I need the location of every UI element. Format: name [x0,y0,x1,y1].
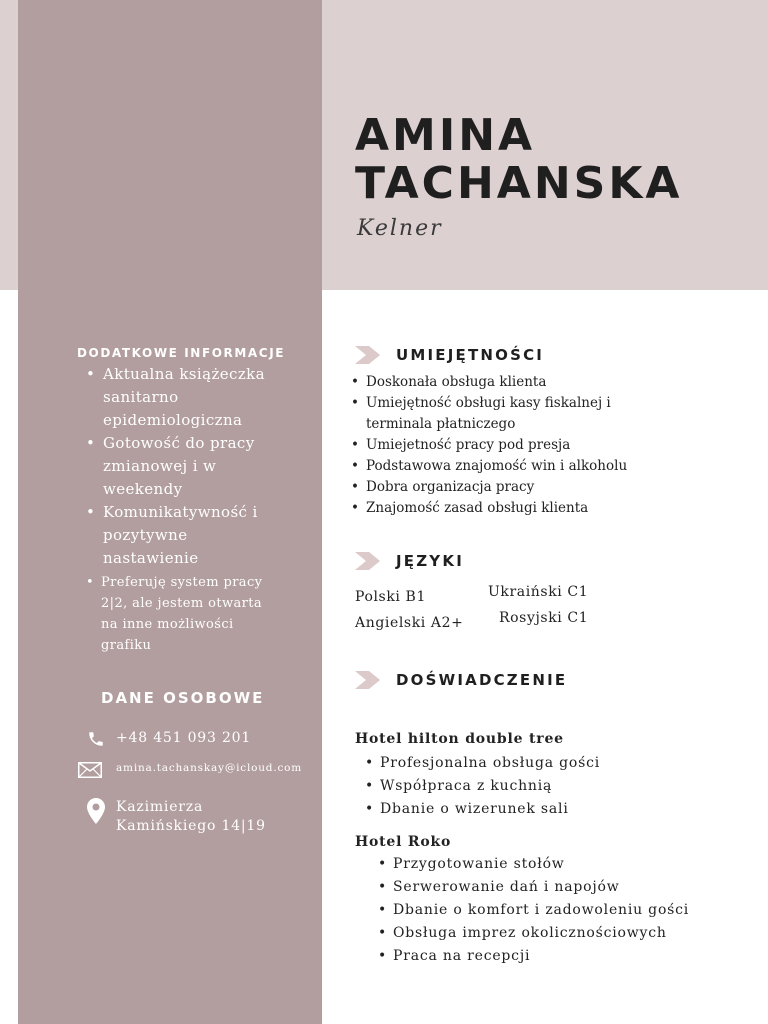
list-item: • Umiejetność pracy pod presja [348,435,663,456]
list-item: • Współpraca z kuchnią [362,775,722,798]
address [116,798,266,836]
list-item: • Przygotowanie stołów [375,853,735,876]
email-address: amina.tachanskay@icloud.com [116,762,303,774]
phone-number: +48 451 093 201 [116,730,252,746]
address-line-2: Kamińskiego 14|19 [116,818,266,834]
skills-section-heading [355,346,544,364]
first-name: AMINA [355,110,536,161]
list-item: • Znajomość zasad obsługi klienta [348,498,663,519]
language-item: Ukraiński C1 [488,584,589,600]
candidate-name [355,112,682,208]
chevron-right-icon [355,552,380,570]
address-line-1: Kazimierza [116,799,204,815]
list-item: • Dobra organizacja pracy [348,477,663,498]
language-item: Angielski A2+ [355,615,464,631]
list-item: • Preferuję system pracy 2|2, ale jestem otwarta na inne możliwości grafiku [78,572,278,656]
list-item: • Doskonała obsługa klienta [348,372,663,393]
employer-name: Hotel hilton double tree [355,731,564,747]
language-item: Polski B1 [355,589,426,605]
list-item: • Umiejętność obsługi kasy fiskalnej i terminala płatniczego [348,393,663,435]
contact-address [86,798,266,836]
map-pin-icon [86,798,106,824]
job-title: Kelner [357,216,443,241]
list-item: • Dbanie o komfort i zadowoleniu gości [375,899,735,922]
additional-info-heading: DODATKOWE INFORMACJE [77,346,286,360]
languages-section-heading [355,552,464,570]
experience-heading: DOŚWIADCZENIE [396,671,568,689]
language-item: Rosyjski C1 [499,610,589,626]
skills-list [348,372,663,519]
duties-list [375,853,735,968]
last-name: TACHANSKA [355,158,683,209]
contact-email [78,762,302,778]
list-item: • Serwerowanie dań i napojów [375,876,735,899]
additional-info-list [78,363,278,656]
list-item: • Gotowość do pracy zmianowej i w weekendy [78,432,278,501]
languages-heading: JĘZYKI [396,552,464,570]
chevron-right-icon [355,671,380,689]
list-item: • Podstawowa znajomość win i alkoholu [348,456,663,477]
list-item: • Komunikatywność i pozytywne nastawienie [78,501,278,570]
envelope-icon [78,762,102,778]
list-item: • Dbanie o wizerunek sali [362,798,722,821]
experience-section-heading [355,671,567,689]
skills-heading: UMIEJĘTNOŚCI [396,346,545,364]
contact-phone [86,730,251,748]
list-item: • Obsługa imprez okolicznościowych [375,922,735,945]
list-item: • Praca na recepcji [375,945,735,968]
list-item: • Profesjonalna obsługa gości [362,752,722,775]
personal-data-heading: DANE OSOBOWE [101,689,265,707]
list-item: • Aktualna książeczka sanitarno epidemiologiczna [78,363,278,432]
chevron-right-icon [355,346,380,364]
employer-name: Hotel Roko [355,834,452,850]
phone-icon [86,730,106,748]
duties-list [362,752,722,821]
